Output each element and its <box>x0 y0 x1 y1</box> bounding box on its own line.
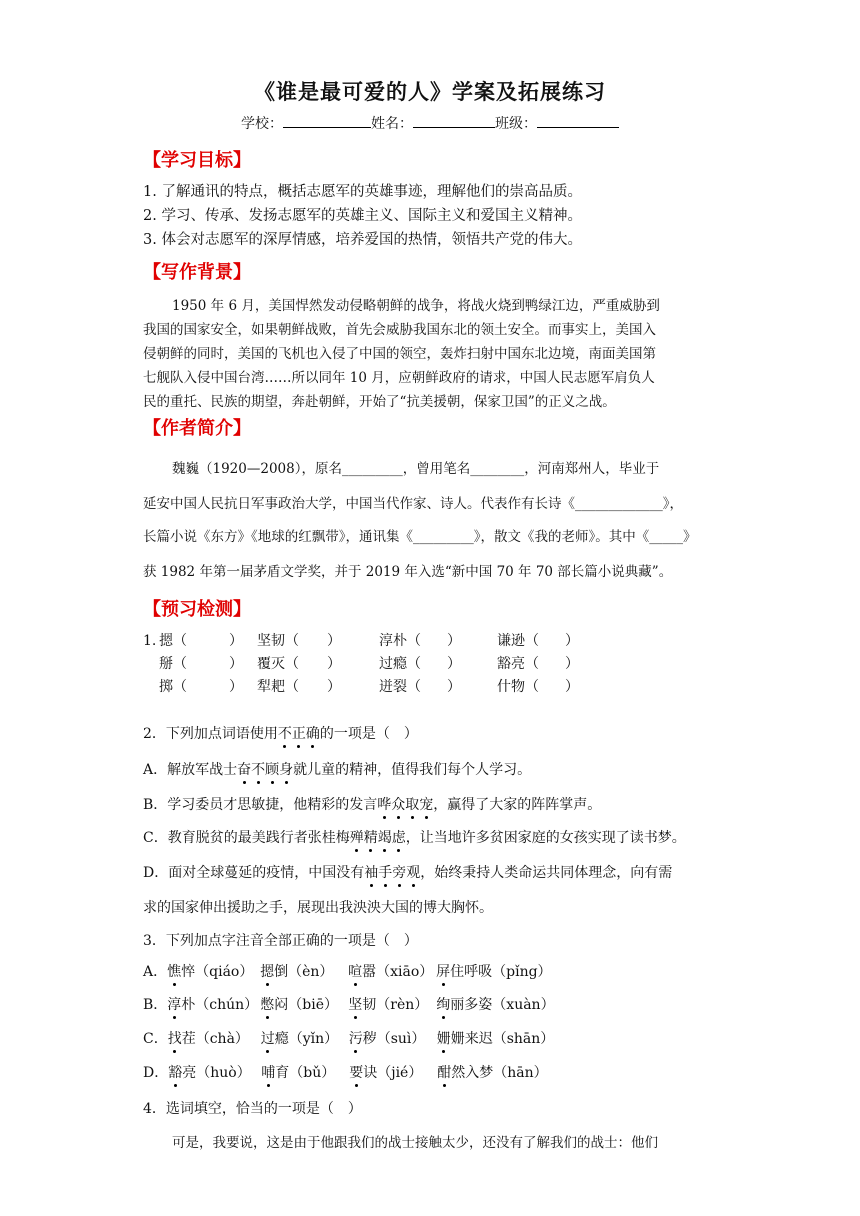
school-blank[interactable] <box>283 113 371 128</box>
q3-option-c <box>143 1028 554 1048</box>
q3-stem: 3．下列加点字注音全部正确的一项是（ ） <box>143 933 418 949</box>
dotted-char: 正 <box>292 723 306 743</box>
goal-item: 2. 学习、传承、发扬志愿军的英雄主义、国际主义和爱国主义精神。 <box>143 208 582 224</box>
q2-stem-text: 的一项是（ ） <box>319 726 418 742</box>
section-heading-goals: 【学习目标】 <box>143 150 251 171</box>
background-line: 侵朝鲜的同时，美国的飞机也入侵了中国的领空，轰炸扫射中国东北边境，南面美国第 <box>143 346 656 362</box>
dotted-char: 取 <box>405 794 419 814</box>
dotted-char: 憔 <box>167 961 181 981</box>
q1-word: 谦逊（ <box>497 633 539 649</box>
dotted-char: 绚 <box>436 994 450 1014</box>
q1-word: 犁耙（ <box>257 679 299 695</box>
section-heading-preview: 【预习检测】 <box>143 599 251 620</box>
option-text: A．解放军战士 <box>143 762 238 778</box>
dotted-char: 酣 <box>437 1062 451 1082</box>
option-text: 闷（biē） <box>274 997 339 1013</box>
q1-close: ） <box>229 679 243 695</box>
q3-option-d <box>143 1062 548 1082</box>
dotted-char: 旁 <box>392 862 406 882</box>
goal-item: 1. 了解通讯的特点，概括志愿军的英雄事迹，理解他们的崇高品质。 <box>143 184 582 200</box>
option-text: 就儿童的精神，值得我们每个人学习。 <box>293 762 532 778</box>
class-label: 班级： <box>495 116 537 132</box>
dotted-char: 精 <box>364 827 378 847</box>
option-text: 住呼吸（pǐng） <box>450 964 552 980</box>
dotted-char: 袖 <box>364 862 378 882</box>
background-line: 1950 年 6 月，美国悍然发动侵略朝鲜的战争，将战火烧到鸭绿江边，严重威胁到 <box>172 298 660 314</box>
q2-stem-text: 2．下列加点词语使用 <box>143 726 278 742</box>
q1-close: ） <box>447 679 461 695</box>
dotted-char: 奋 <box>237 759 251 779</box>
dotted-char: 坚 <box>348 994 362 1014</box>
dotted-char: 哺 <box>261 1062 275 1082</box>
option-text: 茬（chà） <box>181 1031 249 1047</box>
document-title: 《谁是最可爱的人》学案及拓展练习 <box>254 80 606 104</box>
q2-option-d <box>143 862 672 882</box>
dotted-char: 虑 <box>392 827 406 847</box>
q1-row <box>143 653 579 673</box>
q1-word: 掰（ <box>159 656 187 672</box>
q1-word: 摁（ <box>159 633 187 649</box>
author-line: 魏巍（1920—2008），原名_________，曾用笔名________，河南郑州人，毕业于 <box>172 461 660 477</box>
option-letter: B． <box>143 997 168 1013</box>
dotted-char: 宠 <box>419 794 433 814</box>
q1-word: 淳朴（ <box>379 633 421 649</box>
option-text: 姗来迟（shān） <box>450 1031 555 1047</box>
option-text: 瘾（yǐn） <box>274 1031 339 1047</box>
student-info-line <box>0 113 860 133</box>
school-label: 学校： <box>241 116 283 132</box>
q1-word: 覆灭（ <box>257 656 299 672</box>
name-blank[interactable] <box>413 113 495 128</box>
q1-word: 掷（ <box>159 679 187 695</box>
q2-option-c <box>143 827 686 847</box>
q3-option-a <box>143 961 552 981</box>
dotted-char: 污 <box>349 1028 363 1048</box>
option-text: 悴（qiáo） <box>181 964 254 980</box>
q1-word: 豁亮（ <box>497 656 539 672</box>
q1-close: ） <box>327 633 341 649</box>
option-letter: D． <box>143 1065 169 1081</box>
q1-close: ） <box>447 656 461 672</box>
q1-close: ） <box>447 633 461 649</box>
dotted-char: 摁 <box>260 961 274 981</box>
q2-option-d-cont: 求的国家伸出援助之手，展现出我泱泱大国的博大胸怀。 <box>143 900 493 916</box>
q1-close: ） <box>327 679 341 695</box>
author-line: 长篇小说《东方》《地球的红飘带》，通讯集《_________》，散文《我的老师》。其中《_____》 <box>143 529 697 545</box>
option-text: 韧（rèn） <box>362 997 429 1013</box>
option-text: 诀（jié） <box>363 1065 423 1081</box>
dotted-char: 手 <box>378 862 392 882</box>
dotted-char: 确 <box>306 723 320 743</box>
dotted-char: 姗 <box>437 1028 451 1048</box>
q1-word: 什物（ <box>497 679 539 695</box>
dotted-char: 众 <box>391 794 405 814</box>
q3-option-b <box>143 994 555 1014</box>
name-label: 姓名： <box>371 116 413 132</box>
q1-close: ） <box>229 656 243 672</box>
dotted-char: 找 <box>168 1028 182 1048</box>
q1-close: ） <box>327 656 341 672</box>
background-line: 七舰队入侵中国台湾……所以同年 10 月，应朝鲜政府的请求，中国人民志愿军肩负人 <box>143 370 655 386</box>
dotted-char: 哗 <box>377 794 391 814</box>
goal-item: 3. 体会对志愿军的深厚情感，培养爱国的热情，领悟共产党的伟大。 <box>143 232 582 248</box>
option-text: 育（bǔ） <box>275 1065 336 1081</box>
dotted-char: 过 <box>261 1028 275 1048</box>
q1-close: ） <box>565 679 579 695</box>
option-text: C．教育脱贫的最美践行者张桂梅 <box>143 830 350 846</box>
option-text: 丽多姿（xuàn） <box>450 997 555 1013</box>
dotted-char: 要 <box>349 1062 363 1082</box>
option-text: 然入梦（hān） <box>451 1065 548 1081</box>
q4-passage: 可是，我要说，这是由于他跟我们的战士接触太少，还没有了解我们的战士：他们 <box>172 1135 658 1151</box>
q1-word: 过瘾（ <box>379 656 421 672</box>
q4-stem: 4．选词填空，恰当的一项是（ ） <box>143 1101 362 1117</box>
author-line: 延安中国人民抗日军事政治大学，中国当代作家、诗人。代表作有长诗《_____________》， <box>143 496 683 512</box>
dotted-char: 淳 <box>167 994 181 1014</box>
dotted-char: 竭 <box>378 827 392 847</box>
option-text: 嚣（xiāo） <box>362 964 434 980</box>
dotted-char: 殚 <box>350 827 364 847</box>
option-text: ，让当地许多贫困家庭的女孩实现了读书梦。 <box>405 830 686 846</box>
author-line: 获 1982 年第一届茅盾文学奖，并于 2019 年入选“新中国 70 年 70 部长篇小说典藏”。 <box>143 564 673 580</box>
dotted-char: 屏 <box>436 961 450 981</box>
section-heading-author: 【作者简介】 <box>143 418 251 439</box>
option-letter: C． <box>143 1031 168 1047</box>
option-letter: A． <box>143 964 168 980</box>
q1-close: ） <box>229 633 243 649</box>
section-heading-background: 【写作背景】 <box>143 262 251 283</box>
option-text: 亮（huò） <box>182 1065 251 1081</box>
q1-row <box>143 676 579 696</box>
dotted-char: 不 <box>278 723 292 743</box>
q2-stem <box>143 723 418 743</box>
q1-word: 坚韧（ <box>257 633 299 649</box>
background-line: 我国的国家安全，如果朝鲜战败，首先会威胁我国东北的领土安全。而事实上，美国入 <box>143 322 656 338</box>
option-text: 倒（èn） <box>274 964 334 980</box>
option-text: 秽（suì） <box>362 1031 426 1047</box>
option-text: ，始终秉持人类命运共同体理念，向有需 <box>420 865 673 881</box>
class-blank[interactable] <box>537 113 619 128</box>
q2-option-a <box>143 759 531 779</box>
option-text: D．面对全球蔓延的疫情，中国没有 <box>143 865 365 881</box>
q2-option-b <box>143 794 601 814</box>
option-text: B．学习委员才思敏捷，他精彩的发言 <box>143 797 378 813</box>
dotted-char: 不 <box>251 759 265 779</box>
q1-close: ） <box>565 656 579 672</box>
q1-word: 迸裂（ <box>379 679 421 695</box>
dotted-char: 观 <box>406 862 420 882</box>
option-text: ，赢得了大家的阵阵掌声。 <box>433 797 602 813</box>
q1-number: 1. <box>143 633 157 649</box>
dotted-char: 喧 <box>348 961 362 981</box>
background-line: 民的重托、民族的期望，奔赴朝鲜，开始了“抗美援朝，保家卫国”的正义之战。 <box>143 394 616 410</box>
dotted-char: 身 <box>279 759 293 779</box>
dotted-char: 豁 <box>168 1062 182 1082</box>
q1-row <box>143 630 579 650</box>
dotted-char: 憋 <box>260 994 274 1014</box>
option-text: 朴（chún） <box>181 997 259 1013</box>
q1-close: ） <box>565 633 579 649</box>
dotted-char: 顾 <box>265 759 279 779</box>
